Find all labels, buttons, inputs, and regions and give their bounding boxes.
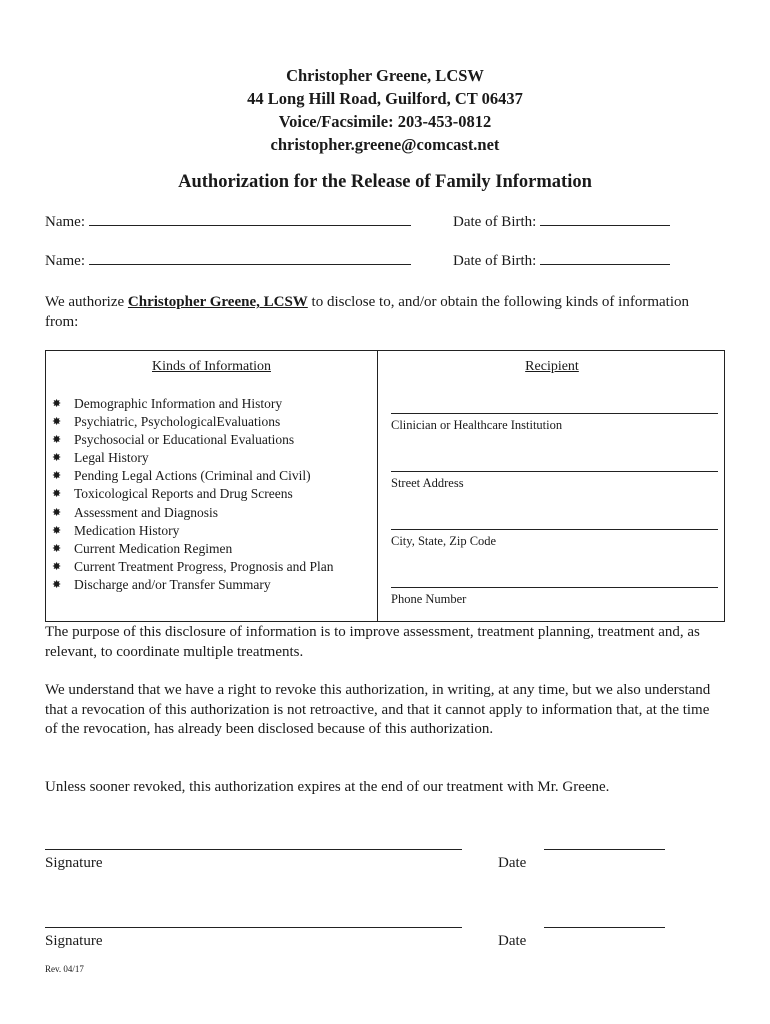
- date-line-2[interactable]: [544, 927, 665, 928]
- authorization-statement: We authorize Christopher Greene, LCSW to disclose to, and/or obtain the following kinds of information from:: [45, 294, 689, 330]
- signature-label: Signature: [45, 933, 103, 949]
- date-label: Date: [498, 855, 527, 871]
- practitioner-phone: Voice/Facsimile: 203-453-0812: [278, 112, 492, 131]
- signature-line-2[interactable]: [45, 927, 462, 928]
- list-item[interactable]: ✸ Psychosocial or Educational Evaluations: [52, 431, 334, 449]
- information-table: [45, 350, 725, 622]
- bullet-icon: ✸: [52, 452, 62, 465]
- bullet-icon: ✸: [52, 506, 62, 519]
- list-item[interactable]: ✸ Pending Legal Actions (Criminal and Civil): [52, 467, 334, 485]
- recipient-street-field[interactable]: Street Address: [391, 471, 718, 491]
- list-item[interactable]: ✸ Discharge and/or Transfer Summary: [52, 576, 334, 594]
- list-item[interactable]: ✸ Demographic Information and History: [52, 395, 334, 413]
- revision-note: Rev. 04/17: [45, 964, 84, 974]
- list-item[interactable]: ✸ Legal History: [52, 449, 334, 467]
- signature-label: Signature: [45, 855, 103, 871]
- list-item[interactable]: ✸ Current Medication Regimen: [52, 540, 334, 558]
- bullet-icon: ✸: [52, 578, 62, 591]
- practitioner-address: 44 Long Hill Road, Guilford, CT 06437: [247, 89, 523, 108]
- kinds-of-information-header: Kinds of Information: [152, 359, 271, 374]
- recipient-clinician-field[interactable]: Clinician or Healthcare Institution: [391, 413, 718, 433]
- purpose-paragraph: The purpose of this disclosure of information is to improve assessment, treatment planning, treatment and, as relevant, to coordinate multiple treatments.: [45, 624, 700, 660]
- practitioner-name: Christopher Greene, LCSW: [286, 66, 484, 85]
- signature-line-1[interactable]: [45, 849, 462, 850]
- list-item[interactable]: ✸ Medication History: [52, 522, 334, 540]
- bullet-icon: ✸: [52, 470, 62, 483]
- bullet-icon: ✸: [52, 488, 62, 501]
- list-item[interactable]: ✸ Assessment and Diagnosis: [52, 504, 334, 522]
- bullet-icon: ✸: [52, 542, 62, 555]
- bullet-icon: ✸: [52, 524, 62, 537]
- recipient-header: Recipient: [525, 359, 579, 374]
- bullet-icon: ✸: [52, 398, 62, 410]
- name-label: Name:: [45, 214, 85, 230]
- list-item[interactable]: ✸ Toxicological Reports and Drug Screens: [52, 485, 334, 503]
- name-label: Name:: [45, 253, 85, 269]
- list-item[interactable]: ✸ Current Treatment Progress, Prognosis and Plan: [52, 558, 334, 576]
- date-label: Date: [498, 933, 527, 949]
- bullet-icon: ✸: [52, 434, 62, 447]
- dob-field[interactable]: [540, 214, 670, 226]
- dob-label: Date of Birth:: [453, 253, 537, 269]
- form-title: Authorization for the Release of Family Information: [178, 172, 592, 192]
- dob-label: Date of Birth:: [453, 214, 537, 230]
- table-divider: [377, 351, 378, 621]
- recipient-phone-field[interactable]: Phone Number: [391, 587, 718, 607]
- recipient-city-field[interactable]: City, State, Zip Code: [391, 529, 718, 549]
- list-item[interactable]: ✸ Psychiatric, PsychologicalEvaluations: [52, 413, 334, 431]
- bullet-icon: ✸: [52, 560, 62, 573]
- dob-field[interactable]: [540, 253, 670, 265]
- revocation-paragraph: We understand that we have a right to revoke this authorization, in writing, at any time, but we also understand that a revocation of this authorization is not retroactive, and that it cannot apply to information that, at the time of the revocation, has already been disclosed because of this authorization.: [45, 682, 711, 737]
- date-line-1[interactable]: [544, 849, 665, 850]
- bullet-icon: ✸: [52, 416, 62, 429]
- information-kinds-list: [52, 395, 334, 594]
- expiration-paragraph: Unless sooner revoked, this authorization expires at the end of our treatment with Mr. Greene.: [45, 779, 610, 795]
- authorized-party: Christopher Greene, LCSW: [127, 294, 308, 310]
- letterhead: [0, 64, 770, 156]
- practitioner-email: christopher.greene@comcast.net: [270, 135, 500, 154]
- name-field[interactable]: [89, 214, 411, 226]
- name-field[interactable]: [89, 253, 411, 265]
